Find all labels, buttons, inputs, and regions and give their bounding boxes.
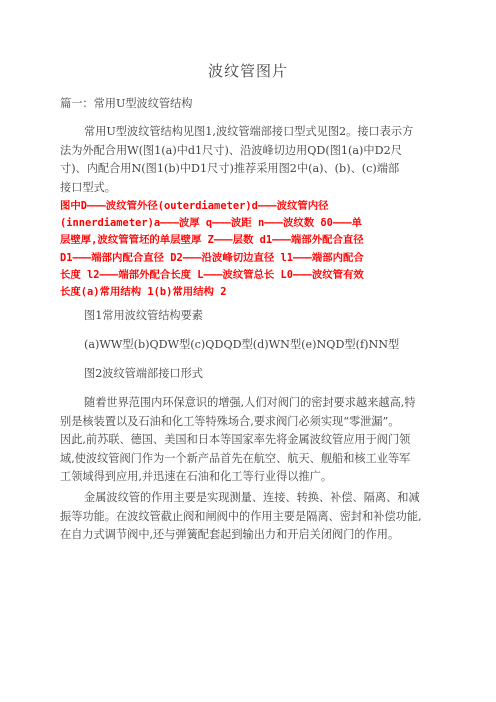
intro-paragraph: 常用U型波纹管结构见图1,波纹管端部接口型式见图2。接口表示方 法为外配合用W(图1(a)中d1尺寸)、沿波峰切边用QD(图1(a)中D2尺 寸)、内配合用N(图1(b)中D1尺寸)推荐采用图2中(a)、(b)、(c)端部 接口型式。: [60, 125, 414, 194]
function-paragraph: 金属波纹管的作用主要是实现测量、连接、转换、补偿、隔离、和减 振等功能。在波纹管截止阀和闸阀中的作用主要是隔离、密封和补偿功能, 在自力式调节阀中,还与弹簧配套起到输出力和开启关闭阀门的作用。: [60, 491, 422, 541]
figure1-caption: 图1常用波纹管结构要素: [84, 309, 203, 322]
environment-paragraph: 随着世界范围内环保意识的增强,人们对阀门的密封要求越来越高,特 别是核装置以及石油和化工等特殊场合,要求阀门必须实现“零泄漏”。 因此,前苏联、德国、美国和日本等国家率先将金属波纹管应用于阀门领 域,使波纹管阀门作为一个新产品首先在航空、航天、舰船和核工业等军 工领域得到应用,并迅速在石油和化工等行业得以推广。: [60, 396, 416, 483]
section-heading: 篇一：常用U型波纹管结构: [60, 97, 193, 110]
figure-types: (a)WW型(b)QDW型(c)QDQD型(d)WN型(e)NQD型(f)NN型: [84, 338, 400, 351]
figure2-caption: 图2波纹管端部接口形式: [84, 367, 203, 380]
document-title: 波纹管图片: [207, 62, 288, 80]
legend-red-text: 图中D———波纹管外径(outerdiameter)d———波纹管内径 (innerdiameter)a———波厚 q———波距 n———波纹数 δ0———单 层壁厚,波纹管管坯的单层壁厚 Z———层数 d1———端部外配合直径 D1———端部内配合直径 D2———沿波峰切边直径 l1———端部内配合 长度 l2———端部外配合长度 L———波纹管总长 L0———波纹管有效 长度(a)常用结构 1(b)常用结构 2: [60, 200, 364, 299]
